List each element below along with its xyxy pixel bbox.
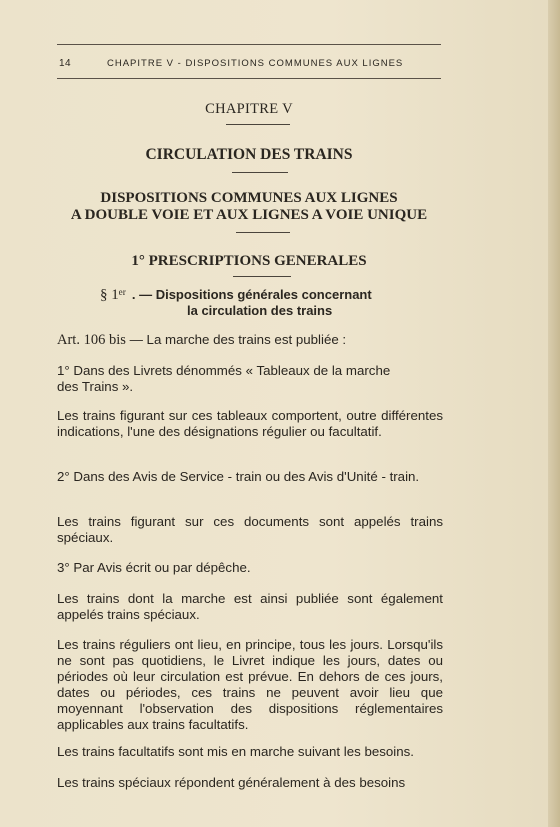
chapter-label: CHAPITRE V xyxy=(205,101,293,117)
paragraph: Les trains figurant sur ces tableaux comportent, outre différentes indications, l'une des désignations régulier ou facultatif. xyxy=(57,408,443,439)
divider xyxy=(232,172,288,173)
article-heading xyxy=(57,332,443,348)
paragraph-symbol: § 1ᵉʳ xyxy=(100,287,126,303)
paragraph: Les trains dont la marche est ainsi publiée sont également appelés trains spéciaux. xyxy=(57,591,443,622)
item-1-line-1: 1° Dans des Livrets dénommés « Tableaux de la marche xyxy=(57,363,391,378)
paragraph: Les trains réguliers ont lieu, en principe, tous les jours. Lorsqu'ils ne sont pas quotidiens, le Livret indique les jours, dates ou périodes où leur circulation est prévue. En dehors de ces jours, dates ou périodes, ces trains ne peuvent avoir lieu que moyennant l'observation des dispositions réglementaires applicables aux trains facultatifs. xyxy=(57,637,443,732)
divider xyxy=(226,124,290,125)
subtitle-line-2: A DOUBLE VOIE ET AUX LIGNES A VOIE UNIQUE xyxy=(70,207,428,223)
paragraph: Les trains facultatifs sont mis en marche suivant les besoins. xyxy=(57,744,414,759)
article-text: — La marche des trains est publiée : xyxy=(125,332,347,347)
item-3: 3° Par Avis écrit ou par dépêche. xyxy=(57,560,251,575)
paragraph: Les trains figurant sur ces documents sont appelés trains spéciaux. xyxy=(57,514,443,545)
item-1 xyxy=(57,363,443,395)
item-1-line-2: des Trains ». xyxy=(57,379,134,394)
running-header xyxy=(57,44,441,79)
page-number: 14 xyxy=(59,58,72,69)
paragraph-title-line-2: la circulation des trains xyxy=(187,303,333,318)
chapter-title: CIRCULATION DES TRAINS xyxy=(145,146,353,163)
paragraph-title-line-1: . — Dispositions générales concernant xyxy=(131,287,372,302)
chapter-subtitle xyxy=(57,190,441,224)
item-2: 2° Dans des Avis de Service - train ou des Avis d'Unité - train. xyxy=(57,469,420,484)
running-title: CHAPITRE V - DISPOSITIONS COMMUNES AUX LIGNES xyxy=(107,58,404,69)
divider xyxy=(233,276,291,277)
divider xyxy=(236,232,290,233)
section-heading: 1° PRESCRIPTIONS GENERALES xyxy=(131,253,367,269)
subtitle-line-1: DISPOSITIONS COMMUNES AUX LIGNES xyxy=(100,190,398,206)
article-label: Art. 106 bis xyxy=(57,332,126,348)
paragraph: Les trains spéciaux répondent généralement à des besoins xyxy=(57,775,406,790)
paragraph-heading xyxy=(100,287,430,319)
page-edge xyxy=(548,0,560,827)
